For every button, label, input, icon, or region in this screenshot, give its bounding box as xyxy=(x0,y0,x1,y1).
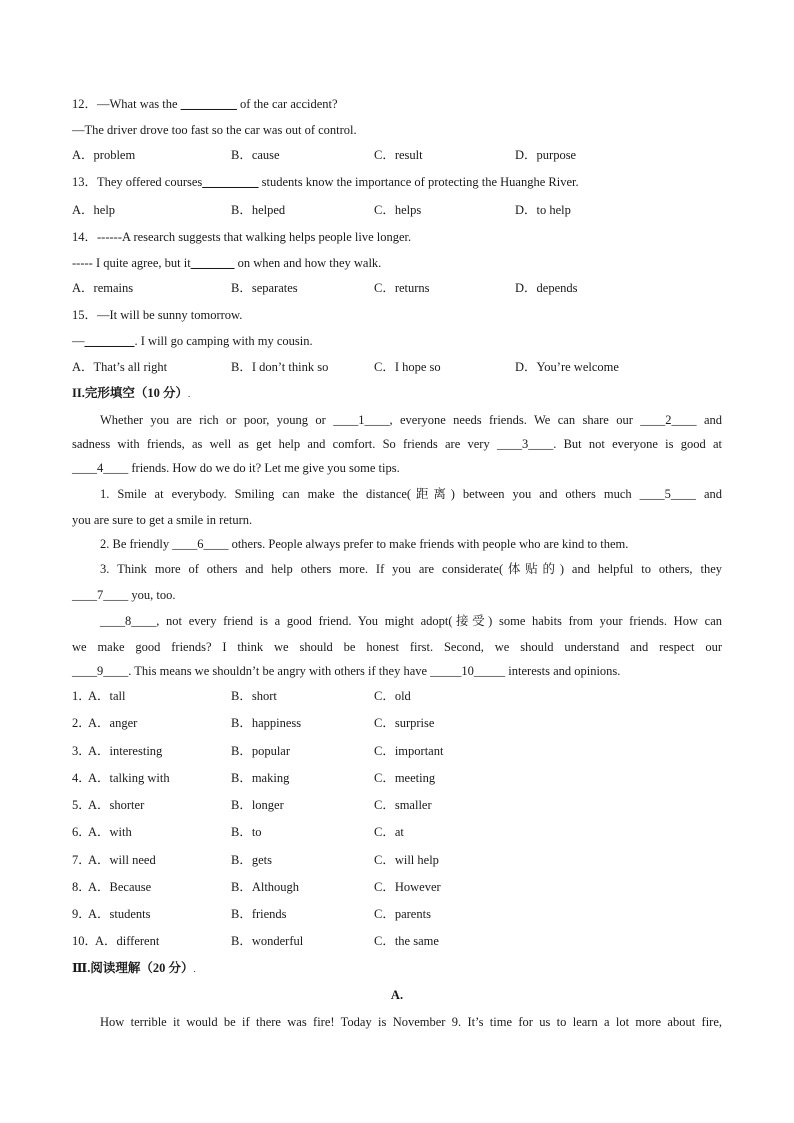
cloze-option-b: B．friends xyxy=(231,907,287,921)
q14-option-b: B．separates xyxy=(231,281,298,295)
cloze-option-a: A．will need xyxy=(88,853,156,867)
answer-blank: _________ xyxy=(180,97,237,111)
passage-line: 2. Be friendly ____6____ others. People always prefer to make friends with people who are kind to them. xyxy=(100,537,629,551)
q15-option-b: B．I don’t think so xyxy=(231,360,329,374)
cloze-option-b: B．to xyxy=(231,825,262,839)
q12-option-a: A．problem xyxy=(72,148,136,162)
cloze-q-number: 10． xyxy=(72,934,98,948)
passage-line: 3. Think more of others and help others more. If you are considerate(体贴的) and helpful to others, they xyxy=(100,562,722,576)
q13-option-d: D．to help xyxy=(515,203,571,217)
q15-option-d: D．You’re welcome xyxy=(515,360,619,374)
cloze-option-a: A．interesting xyxy=(88,744,163,758)
cloze-q-number: 8． xyxy=(72,880,91,894)
cloze-option-b: B．happiness xyxy=(231,716,302,730)
answer-blank: _______ xyxy=(190,256,235,270)
q14-option-c: C．returns xyxy=(374,281,430,295)
cloze-option-b: B．gets xyxy=(231,853,272,867)
passage-line: we make good friends? I think we should be honest first. Second, we should understand and respect our xyxy=(72,640,722,654)
q14-option-a: A．remains xyxy=(72,281,134,295)
q12-option-c: C．result xyxy=(374,148,423,162)
cloze-option-a: A．tall xyxy=(88,689,126,703)
q12-option-b: B．cause xyxy=(231,148,280,162)
passage-a-heading: A. xyxy=(390,988,404,1002)
cloze-option-b: B．Although xyxy=(231,880,300,894)
q15-option-c: C．I hope so xyxy=(374,360,441,374)
passage-line: you are sure to get a smile in return. xyxy=(72,513,253,527)
section-2-title: II.完形填空（10 分）. xyxy=(72,386,191,400)
cloze-option-a: A．with xyxy=(88,825,132,839)
question-15-line1: 15．—It will be sunny tomorrow. xyxy=(72,308,243,322)
cloze-option-c: C．will help xyxy=(374,853,439,867)
cloze-option-c: C．meeting xyxy=(374,771,436,785)
cloze-q-number: 3． xyxy=(72,744,91,758)
passage-line: sadness with friends, as well as get help and comfort. So friends are very ____3____. But not everyone is good at xyxy=(72,437,722,451)
cloze-option-b: B．wonderful xyxy=(231,934,304,948)
q13-option-c: C．helps xyxy=(374,203,422,217)
cloze-option-b: B．short xyxy=(231,689,277,703)
cloze-q-number: 6． xyxy=(72,825,91,839)
cloze-option-a: A．talking with xyxy=(88,771,170,785)
q14-option-d: D．depends xyxy=(515,281,578,295)
cloze-option-c: C．surprise xyxy=(374,716,435,730)
q13-option-b: B．helped xyxy=(231,203,286,217)
question-13-stem: 13．They offered courses_________ students know the importance of protecting the Huanghe River. xyxy=(72,175,579,189)
cloze-option-b: B．longer xyxy=(231,798,284,812)
passage-line: ____8____, not every friend is a good friend. You might adopt(接受) some habits from your friends. How can xyxy=(100,614,722,628)
q15-option-a: A．That’s all right xyxy=(72,360,168,374)
question-12-stem: 12．—What was the _________ of the car accident? xyxy=(72,97,338,111)
section-3-title: Ⅲ.阅读理解（20 分）. xyxy=(72,961,196,975)
cloze-option-b: B．popular xyxy=(231,744,291,758)
passage-line: 1. Smile at everybody. Smiling can make the distance(距离) between you and others much ____5____ and xyxy=(100,487,722,501)
cloze-option-c: C．parents xyxy=(374,907,431,921)
cloze-passage xyxy=(72,412,722,428)
question-12-line2: —The driver drove too fast so the car was out of control. xyxy=(72,123,357,137)
cloze-option-c: C．old xyxy=(374,689,411,703)
cloze-option-a: A．Because xyxy=(88,880,152,894)
cloze-option-c: C．smaller xyxy=(374,798,432,812)
cloze-option-b: B．making xyxy=(231,771,290,785)
q13-option-a: A．help xyxy=(72,203,116,217)
q12-option-d: D．purpose xyxy=(515,148,577,162)
cloze-q-number: 4． xyxy=(72,771,91,785)
cloze-option-a: A．anger xyxy=(88,716,138,730)
cloze-q-number: 2． xyxy=(72,716,91,730)
cloze-q-number: 9． xyxy=(72,907,91,921)
cloze-option-c: C．important xyxy=(374,744,444,758)
cloze-q-number: 7． xyxy=(72,853,91,867)
passage-line: Whether you are rich or poor, young or ____1____, everyone needs friends. We can share our ____2____ and xyxy=(100,413,722,427)
reading-passage-line: How terrible it would be if there was fire! Today is November 9. It’s time for us to learn a lot more about fire, xyxy=(100,1015,722,1029)
passage-line: ____4____ friends. How do we do it? Let me give you some tips. xyxy=(72,461,400,475)
passage-line: ____7____ you, too. xyxy=(72,588,176,602)
cloze-q-number: 1． xyxy=(72,689,91,703)
cloze-option-a: A．shorter xyxy=(88,798,145,812)
cloze-q-number: 5． xyxy=(72,798,91,812)
cloze-option-c: C．the same xyxy=(374,934,439,948)
answer-blank: ________ xyxy=(84,334,135,348)
answer-blank: _________ xyxy=(202,175,259,189)
cloze-option-c: C．However xyxy=(374,880,441,894)
question-14-line2: ----- I quite agree, but it_______ on when and how they walk. xyxy=(72,256,382,270)
cloze-option-a: A．different xyxy=(95,934,160,948)
cloze-option-c: C．at xyxy=(374,825,404,839)
passage-line: ____9____. This means we shouldn’t be angry with others if they have _____10_____ interests and opinions. xyxy=(72,664,621,678)
question-15-line2: —________. I will go camping with my cousin. xyxy=(72,334,313,348)
question-14-line1: 14．------A research suggests that walking helps people live longer. xyxy=(72,230,412,244)
cloze-option-a: A．students xyxy=(88,907,151,921)
